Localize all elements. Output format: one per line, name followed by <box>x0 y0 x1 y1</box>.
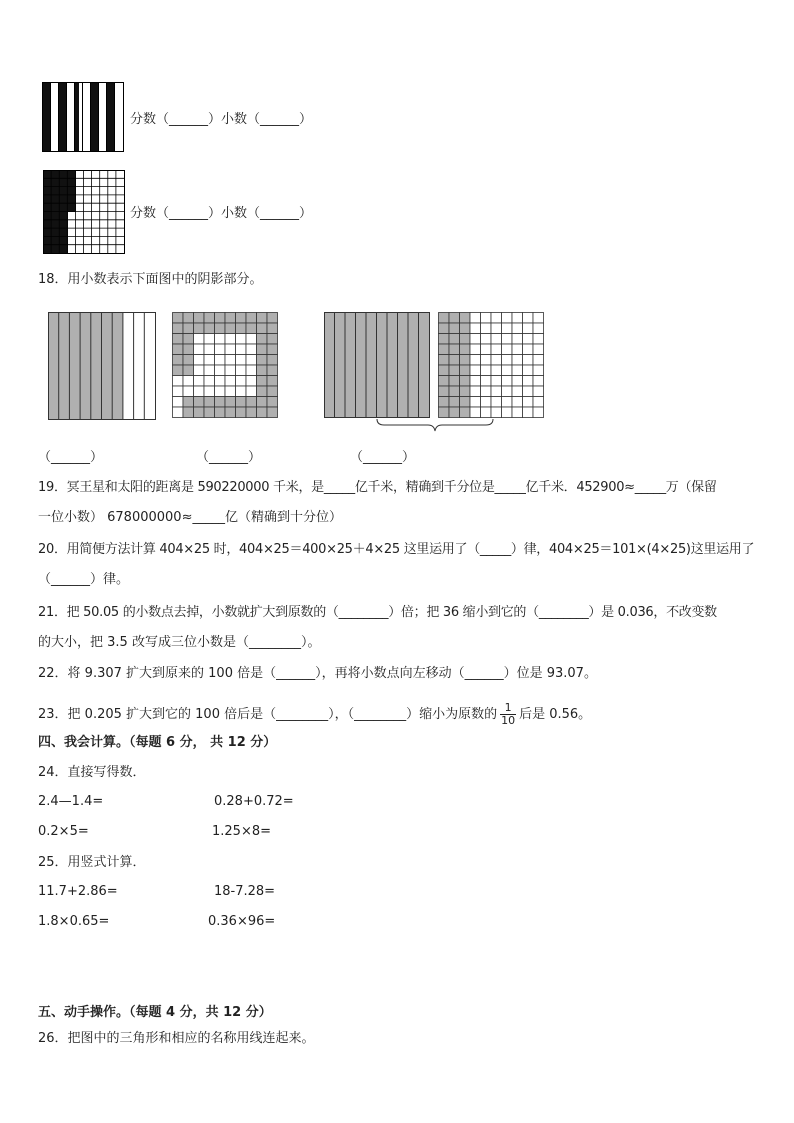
q17-grid-figure <box>43 170 125 254</box>
q25-item-4: 0.36×96= <box>208 914 276 929</box>
q23-frac-num: 1 <box>500 702 516 715</box>
q23-part2: 后是 0.56。 <box>519 707 592 722</box>
q26-title: 26．把图中的三角形和相应的名称用线连起来。 <box>38 1031 315 1046</box>
q19-line1: 19．冥王星和太阳的距离是 590220000 千米，是_____亿千米，精确到千分位是_____亿千米．452900≈_____万（保留 <box>38 480 717 495</box>
q20-line2: （______）律。 <box>38 572 130 587</box>
q23-part1: 23．把 0.205 扩大到它的 100 倍后是（________），（________）缩小为原数的 <box>38 707 498 722</box>
q24-item-2: 0.28+0.72= <box>214 794 294 809</box>
q18-strip-figure-c <box>324 312 430 418</box>
q23-text <box>38 698 591 732</box>
q18-blank-3: （______） <box>350 450 416 465</box>
q24-item-1: 2.4—1.4= <box>38 794 104 809</box>
q17-fig1-caption: 分数（______）小数（______） <box>130 112 313 127</box>
q18-blank-2: （______） <box>196 450 262 465</box>
q21-line1: 21．把 50.05 的小数点去掉，小数就扩大到原数的（________）倍；把 36 缩小到它的（________）是 0.036，不改变数 <box>38 605 717 620</box>
q18-brace <box>376 418 494 432</box>
q17-fig2-caption: 分数（______）小数（______） <box>130 206 313 221</box>
q24-item-3: 0.2×5= <box>38 824 89 839</box>
q25-item-1: 11.7+2.86= <box>38 884 118 899</box>
q18-strip-figure-a <box>48 312 156 420</box>
q18-blank-1: （______） <box>38 450 104 465</box>
q22-text: 22．将 9.307 扩大到原来的 100 倍是（______），再将小数点向左移动（______）位是 93.07。 <box>38 666 597 681</box>
q24-title: 24．直接写得数． <box>38 765 146 780</box>
q20-line1: 20．用简便方法计算 404×25 时，404×25＝400×25＋4×25 这里运用了（_____）律，404×25＝101×(4×25)这里运用了 <box>38 542 755 557</box>
q18-ring-grid-figure <box>172 312 278 418</box>
section4-title: 四、我会计算。（每题 6 分， 共 12 分） <box>38 735 277 750</box>
q18-text: 18．用小数表示下面图中的阴影部分。 <box>38 272 263 287</box>
q24-item-4: 1.25×8= <box>212 824 272 839</box>
q23-fraction <box>500 702 516 727</box>
q25-title: 25．用竖式计算． <box>38 855 146 870</box>
q21-line2: 的大小，把 3.5 改写成三位小数是（________）。 <box>38 635 321 650</box>
q17-strip-figure <box>42 82 124 152</box>
section5-title: 五、动手操作。（每题 4 分，共 12 分） <box>38 1005 272 1020</box>
q23-frac-den: 10 <box>501 714 516 727</box>
q18-grid-figure-d <box>438 312 544 418</box>
q25-item-2: 18-7.28= <box>214 884 276 899</box>
q19-line2: 一位小数） 678000000≈_____亿（精确到十分位） <box>38 510 342 525</box>
q25-item-3: 1.8×0.65= <box>38 914 110 929</box>
